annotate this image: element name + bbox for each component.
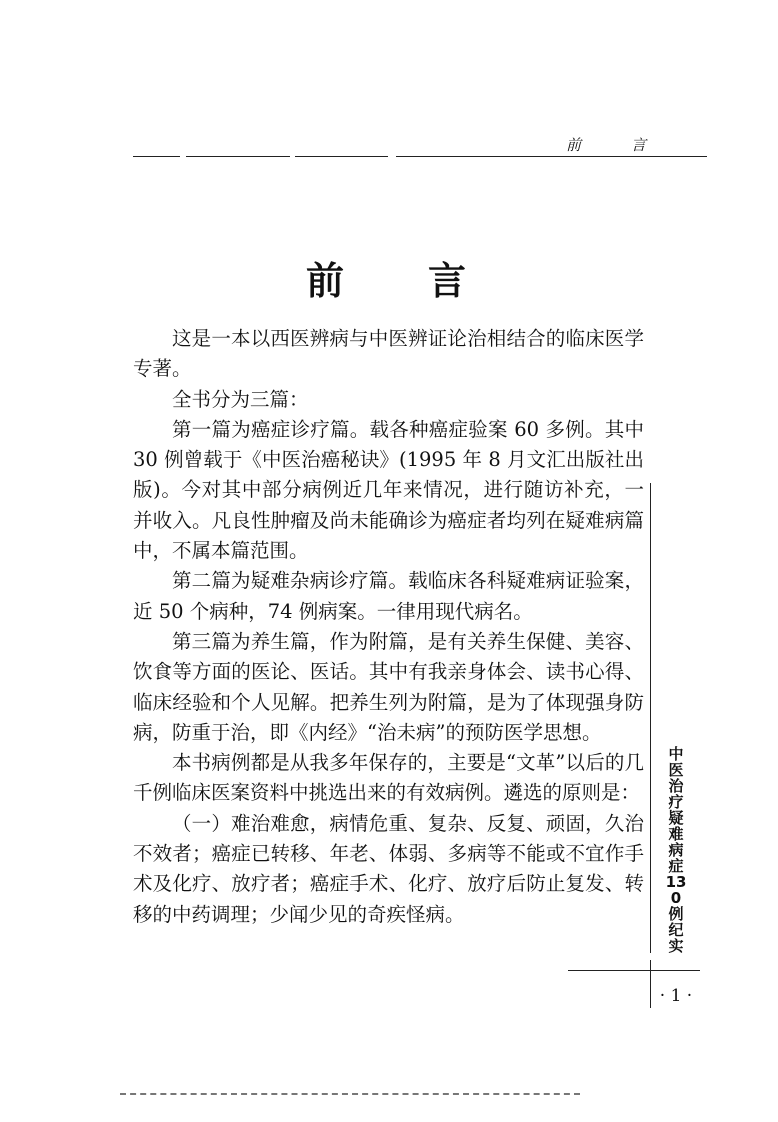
paragraph-part-three: 第三篇为养生篇，作为附篇，是有关养生保健、美容、饮食等方面的医论、医话。其中有我亲身体会、读书心得、临床经验和个人见解。把养生列为附篇，是为了体现强身防病，防重于治，即《内经》“治未病”的预防医学思想。 [133, 629, 644, 744]
body-text [133, 324, 644, 930]
page-number: · 1 · [659, 986, 693, 1006]
paragraph-intro: 这是一本以西医辨病与中医辨证论治相结合的临床医学专著。 [133, 327, 644, 381]
header-rule-gap [388, 154, 396, 159]
page-title-right: 言 [427, 259, 466, 303]
footer-rule [568, 970, 700, 971]
running-head [566, 134, 646, 155]
header-rule [133, 156, 707, 157]
scan-artifact [120, 1093, 580, 1095]
header-rule-gap [180, 154, 186, 159]
running-head-right: 言 [630, 136, 646, 154]
paragraph-part-one: 第一篇为癌症诊疗篇。载各种癌症验案 60 多例。其中 30 例曾载于《中医治癌秘诀》(1995 年 8 月文汇出版社出版)。今对其中部分病例近几年来情况，进行随访补充，一并收入。凡良性肿瘤及尚未能确诊为癌症者均列在疑难病篇中，不属本篇范围。 [133, 417, 644, 563]
paragraph-selection: 本书病例都是从我多年保存的，主要是“文革”以后的几千例临床医案资料中挑选出来的有效病例。遴选的原则是： [133, 751, 644, 805]
paragraph-criterion-one: （一）难治难愈，病情危重、复杂、反复、顽固，久治不效者；癌症已转移、年老、体弱、多病等不能或不宜作手术及化疗、放疗者；癌症手术、化疗、放疗后防止复发、转移的中药调理；少闻少见的奇疾怪病。 [133, 811, 644, 926]
paragraph-parts: 全书分为三篇： [172, 387, 309, 411]
running-head-left: 前 [566, 136, 582, 154]
side-rule [650, 483, 651, 953]
paragraph-part-two: 第二篇为疑难杂病诊疗篇。载临床各科疑难病证验案，近 50 个病种，74 例病案。一律用现代病名。 [133, 569, 644, 623]
page-title [306, 250, 466, 305]
page-title-left: 前 [306, 259, 345, 303]
side-book-title: 中医治疗疑难病症130例纪实 [665, 745, 687, 955]
footer-side-rule [650, 960, 651, 1008]
header-rule-gap [290, 154, 295, 159]
